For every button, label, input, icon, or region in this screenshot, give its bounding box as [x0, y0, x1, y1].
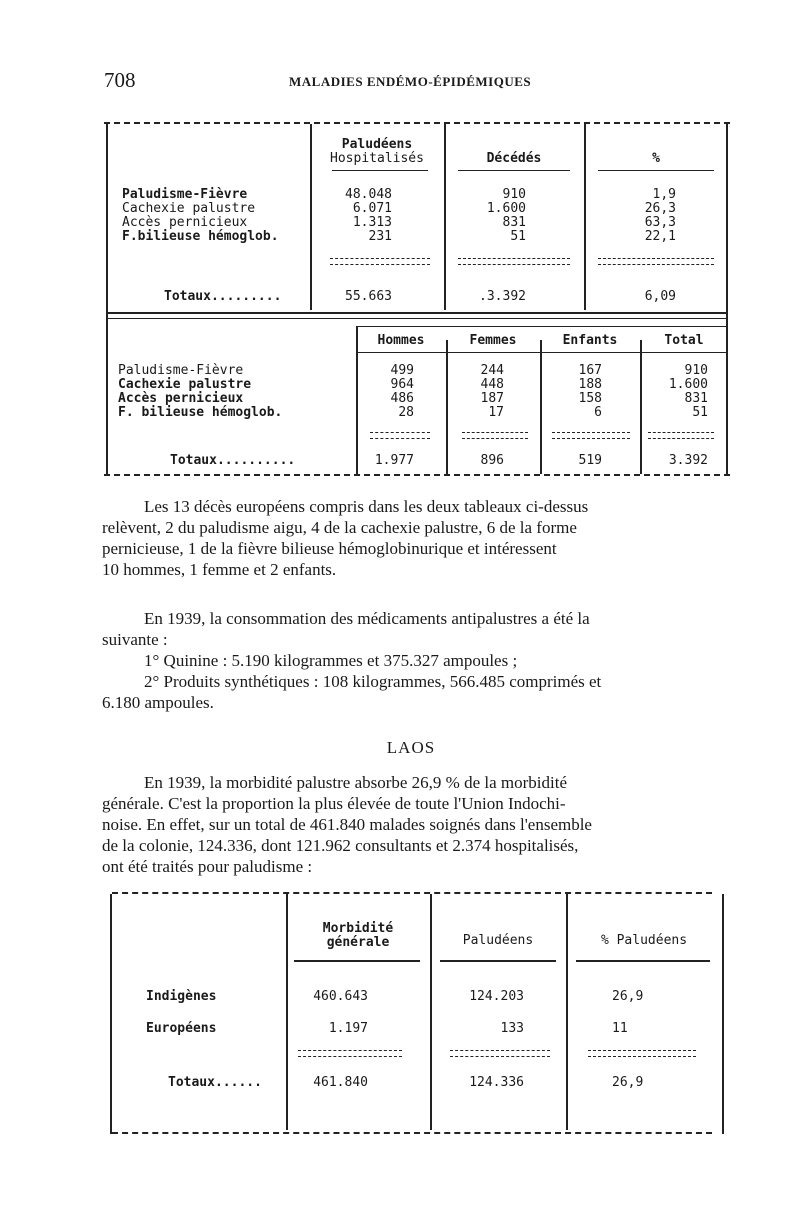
cell-hosp: 48.048 [345, 187, 392, 202]
cell-hommes: 486 [390, 391, 414, 406]
cell-hommes: 499 [390, 363, 414, 378]
cell-hommes: 964 [390, 377, 414, 392]
text-line: relèvent, 2 du paludisme aigu, 4 de la cachexie palustre, 6 de la forme [102, 518, 577, 537]
col-header-paludeens: Paludéens [462, 933, 534, 948]
row-label: Paludisme-Fièvre [118, 363, 244, 378]
cell-total: 51 [692, 405, 708, 420]
col-header-femmes: Femmes [469, 333, 517, 348]
total-hosp: 55.663 [345, 289, 392, 304]
cell-percent: 63,3 [644, 215, 676, 230]
text-line: pernicieuse, 1 de la fièvre bilieuse hémoglobinurique et intéressent [102, 539, 557, 558]
cell-decedes: 831 [502, 215, 526, 230]
cell-femmes: 17 [488, 405, 504, 420]
total-label: Totaux...... [168, 1075, 262, 1090]
col-header-hospitalises: Hospitalisés [330, 151, 424, 166]
col-header-generale: générale [326, 935, 390, 950]
cell-hommes: 28 [398, 405, 414, 420]
col-header-percent: % [652, 151, 660, 166]
text-line: Les 13 décès européens compris dans les deux tableaux ci-dessus [144, 497, 589, 516]
cell-paludeens: 133 [500, 1021, 524, 1036]
paragraph-consommation [102, 608, 724, 713]
cell-morbidite: 1.197 [328, 1021, 368, 1036]
total-enfants: 519 [578, 453, 602, 468]
page-header [104, 68, 724, 94]
paragraph-laos [102, 772, 724, 877]
cell-decedes: 910 [502, 187, 526, 202]
total-decedes: .3.392 [479, 289, 526, 304]
row-label: F.bilieuse hémoglob. [122, 229, 279, 244]
col-header-enfants: Enfants [562, 333, 618, 348]
cell-decedes: 51 [510, 229, 526, 244]
col-header-paludeens: Paludéens [341, 137, 413, 152]
paragraph-deces-europeens [102, 496, 724, 580]
text-line: de la colonie, 124.336, dont 121.962 consultants et 2.374 hospitalisés, [102, 836, 579, 855]
cell-hosp: 1.313 [352, 215, 392, 230]
row-label: Cachexie palustre [122, 201, 256, 216]
text-line: 2° Produits synthétiques : 108 kilogrammes, 566.485 comprimés et [144, 672, 602, 691]
total-morbidite: 461.840 [313, 1075, 368, 1090]
cell-hosp: 231 [368, 229, 392, 244]
total-label: Totaux.......... [170, 453, 296, 468]
total-percent: 26,9 [612, 1075, 644, 1090]
cell-percent: 26,9 [612, 989, 644, 1004]
cell-total: 1.600 [668, 377, 708, 392]
cell-percent: 22,1 [644, 229, 676, 244]
col-header-pct-paludeens: % Paludéens [600, 933, 688, 948]
cell-femmes: 448 [480, 377, 504, 392]
cell-enfants: 158 [578, 391, 602, 406]
text-line: suivante : [102, 630, 168, 649]
page-number: 708 [104, 68, 136, 92]
text-line: En 1939, la consommation des médicaments antipalustres a été la [144, 609, 590, 628]
total-label: Totaux......... [164, 289, 282, 304]
text-line: En 1939, la morbidité palustre absorbe 26,9 % de la morbidité [144, 773, 568, 792]
row-label: Accès pernicieux [118, 391, 244, 406]
total-femmes: 896 [480, 453, 504, 468]
col-header-morbidite: Morbidité [322, 921, 394, 936]
text-line: ont été traités pour paludisme : [102, 857, 313, 876]
running-title: MALADIES ENDÉMO-ÉPIDÉMIQUES [289, 74, 532, 89]
text-line: générale. C'est la proportion la plus élevée de toute l'Union Indochi- [102, 794, 566, 813]
cell-enfants: 167 [578, 363, 602, 378]
cell-total: 831 [684, 391, 708, 406]
row-label: Indigènes [146, 989, 217, 1004]
text-line: noise. En effet, sur un total de 461.840 malades soignés dans l'ensemble [102, 815, 592, 834]
cell-percent: 26,3 [644, 201, 676, 216]
total-total: 3.392 [668, 453, 708, 468]
cell-enfants: 6 [594, 405, 602, 420]
cell-hosp: 6.071 [352, 201, 392, 216]
total-paludeens: 124.336 [469, 1075, 524, 1090]
cell-percent: 1,9 [652, 187, 676, 202]
row-label: Paludisme-Fièvre [122, 187, 248, 202]
row-label: Accès pernicieux [122, 215, 248, 230]
row-label: Européens [146, 1021, 217, 1036]
cell-paludeens: 124.203 [469, 989, 524, 1004]
cell-total: 910 [684, 363, 708, 378]
cell-morbidite: 460.643 [313, 989, 368, 1004]
cell-decedes: 1.600 [486, 201, 526, 216]
cell-femmes: 187 [480, 391, 504, 406]
text-line: 6.180 ampoules. [102, 693, 214, 712]
cell-enfants: 188 [578, 377, 602, 392]
total-percent: 6,09 [644, 289, 676, 304]
cell-percent: 11 [612, 1021, 628, 1036]
col-header-total: Total [664, 333, 704, 348]
col-header-hommes: Hommes [377, 333, 425, 348]
row-label: Cachexie palustre [118, 377, 252, 392]
text-line: 1° Quinine : 5.190 kilogrammes et 375.327 ampoules ; [144, 651, 518, 670]
col-header-decedes: Décédés [486, 151, 542, 166]
row-label: F. bilieuse hémoglob. [118, 405, 283, 420]
cell-femmes: 244 [480, 363, 504, 378]
total-hommes: 1.977 [374, 453, 414, 468]
section-title-laos: LAOS [386, 738, 436, 757]
text-line: 10 hommes, 1 femme et 2 enfants. [102, 560, 337, 579]
